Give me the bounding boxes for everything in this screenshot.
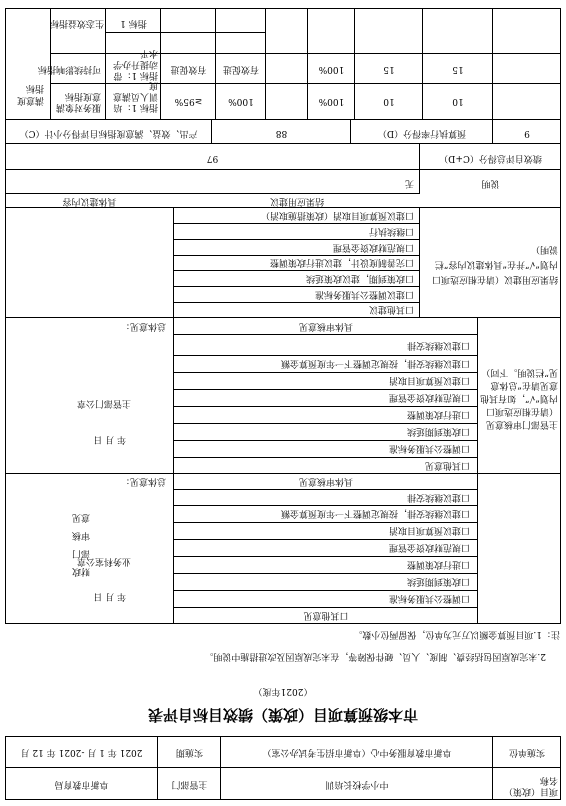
- finance-option-3: 口建议预算项目取消: [388, 525, 470, 535]
- finance-option-7: 口调整公共服务标准: [388, 593, 470, 603]
- dept-date: 年 月 日: [93, 434, 126, 444]
- subtotal-label: 产出、效益、满意度指标自评得分小计（C）: [19, 128, 198, 138]
- suggest-head-left: 结果应用建议: [270, 196, 325, 206]
- indicator-name-satisfaction: 指标 1：培训人员满意度: [112, 80, 158, 112]
- year-label: （2021年度）: [253, 686, 313, 696]
- dept-option-3: 口建议预算项目取消: [388, 375, 470, 385]
- finance-option-2: 口建议继续安排，按规定调整下一年度预算金额: [280, 508, 470, 518]
- dept-option-1: 口建议继续安排: [406, 340, 470, 350]
- exec-value: 9: [524, 128, 530, 138]
- finance-review-label: 财政部门审核意见: [71, 512, 90, 576]
- suggest-head-right: 具体建议内容: [62, 196, 117, 206]
- dept-option-4: 口规范财政资金管理: [388, 392, 470, 402]
- dept-head-left: 具体审核意见: [299, 321, 354, 331]
- indicator-name-sustain: 指标 1：带动提升办学水平: [112, 48, 158, 80]
- indicator-target-satisfaction: ≥95%: [174, 96, 203, 106]
- dept-review-label: 主管部门审核意见（请在相应选项口内划“√”，如有其他意见请在“总体意见”栏说明。下同）: [480, 367, 558, 429]
- indicator-group-sustain: 可持续影响指标: [37, 64, 101, 74]
- subtotal-value: 88: [275, 128, 288, 138]
- finance-option-4: 口规范财政资金管理: [388, 542, 470, 552]
- total-label: 绩效自评总得分（C+D）: [439, 153, 542, 163]
- finance-date: 年 月 日: [93, 591, 126, 601]
- finance-head-left: 具体审核意见: [299, 476, 354, 486]
- period-label: 实施期: [176, 747, 204, 757]
- project-name: 中小学校长培训: [325, 779, 389, 789]
- explain-label: 说明: [481, 178, 500, 188]
- dept-option-8: 口其他意见: [424, 460, 470, 470]
- project-name-label: 项目（政策）名称: [503, 775, 558, 796]
- dept-option-7: 口调整公共服务标准: [388, 443, 470, 453]
- dept-label: 主管部门: [171, 779, 208, 789]
- suggest-option-6: 口建议调整公共服务标准: [314, 289, 414, 299]
- dept-option-2: 口建议继续安排，按规定调整下一年度预算金额: [280, 358, 470, 368]
- finance-option-5: 口进行政策调整: [406, 559, 470, 569]
- dept-option-6: 口政策到期延续: [406, 426, 470, 436]
- explain-value: 无: [404, 178, 414, 188]
- indicator-score-satisfaction: 10: [452, 96, 464, 106]
- page-title: 市本级预算项目（政策）绩效目标自评表: [148, 706, 419, 724]
- indicator-group-satisfaction: 服务对象满意度指标: [55, 91, 101, 112]
- indicator-actual-satisfaction: 100%: [228, 96, 254, 106]
- indicator-weight-sustain: 15: [383, 64, 395, 74]
- dept-signer: 主管部门公章: [76, 398, 131, 408]
- indicator-score-sustain: 15: [452, 64, 464, 74]
- finance-head-right: 总体意见：: [120, 476, 166, 486]
- indicator-rate-satisfaction: 100%: [318, 96, 345, 106]
- dept-value: 阜新市教育局: [54, 779, 109, 789]
- suggest-option-4: 口完善制度设计，建议进行政策调整: [269, 257, 414, 267]
- suggest-option-1: 口建议预算项目取消（政策措施取消）: [260, 210, 414, 220]
- suggest-option-7: 口其他建议: [368, 304, 414, 314]
- note-2: 2.未完成原因包括经费、制度、人员、硬件保障等，在未完成原因及改进措施中说明。: [204, 651, 546, 661]
- finance-signer: 业务科室公章: [76, 556, 131, 566]
- period-value: 2021 年 1 月 -2021 年 12 月: [20, 747, 143, 757]
- suggest-label: 结果应用建议（请在相应选项口内划“√”并在“具体建议内容”栏说明）: [431, 244, 558, 284]
- dept-option-5: 口进行政策调整: [406, 409, 470, 419]
- finance-option-6: 口政策到期延续: [406, 576, 470, 586]
- indicator-target-sustain: 有效促进: [170, 64, 207, 74]
- indicator-actual-sustain: 有效促进: [223, 64, 260, 74]
- suggest-option-3: 口规范财政资金管理: [332, 242, 414, 252]
- total-value: 97: [206, 153, 219, 163]
- exec-label: 预算执行率得分（D）: [377, 128, 467, 138]
- unit-value: 阜新市教育服务中心（阜新市招生考试办公室）: [262, 747, 452, 757]
- note-1: 注：1.项目预算金额以万元为单位，保留两位小数。: [353, 629, 560, 639]
- indicator-sub-eco: 指标 1: [120, 18, 147, 28]
- dept-head-right: 总体意见：: [120, 321, 166, 331]
- finance-option-8: 口其他意见: [303, 610, 349, 620]
- finance-option-1: 口建议继续安排: [406, 492, 470, 502]
- unit-label: 实施单位: [509, 747, 546, 757]
- indicator-category: 满意度指标: [16, 83, 44, 105]
- indicator-group-eco: 生态效益指标: [49, 18, 104, 28]
- indicator-weight-satisfaction: 10: [383, 96, 395, 106]
- indicator-rate-sustain: 100%: [318, 64, 345, 74]
- suggest-option-2: 口继续执行: [368, 226, 414, 236]
- suggest-option-5: 口政策到期，建议政策延续: [305, 273, 414, 283]
